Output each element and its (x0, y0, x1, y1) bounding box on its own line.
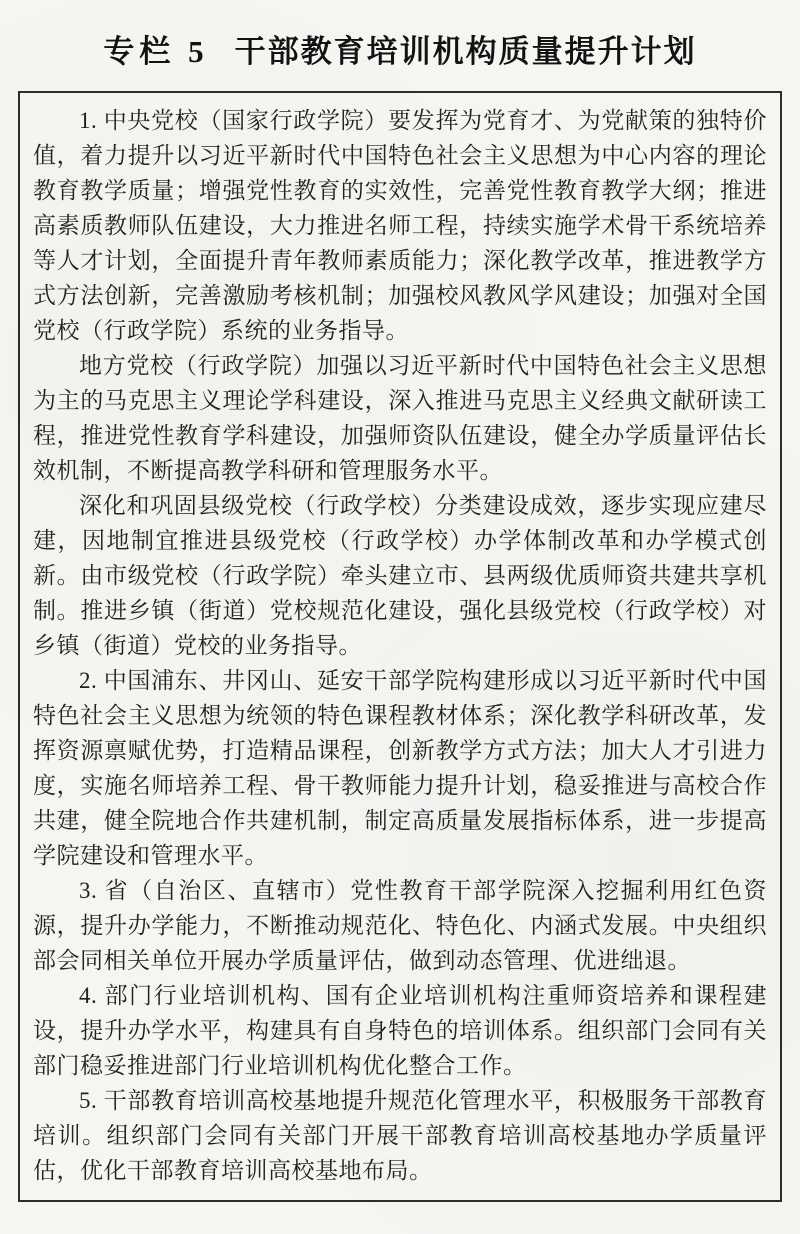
paragraph-item-1: 1. 中央党校（国家行政学院）要发挥为党育才、为党献策的独特价值，着力提升以习近平新时代中国特色社会主义思想为中心内容的理论教育教学质量；增强党性教育的实效性，完善党性教育教学大纲；推进高素质教师队伍建设，大力推进名师工程，持续实施学术骨干系统培养等人才计划，全面提升青年教师素质能力；深化教学改革，推进教学方式方法创新，完善激励考核机制；加强校风教风学风建设；加强对全国党校（行政学院）系统的业务指导。 (33, 108, 767, 343)
paragraph-item-5: 5. 干部教育培训高校基地提升规范化管理水平，积极服务干部教育培训。组织部门会同有关部门开展干部教育培训高校基地办学质量评估，优化干部教育培训高校基地布局。 (33, 1088, 767, 1183)
paragraph-item-3: 3. 省（自治区、直辖市）党性教育干部学院深入挖掘利用红色资源，提升办学能力，不断推动规范化、特色化、内涵式发展。中央组织部会同相关单位开展办学质量评估，做到动态管理、优进绌退。 (33, 878, 767, 973)
page-title (0, 26, 800, 71)
paragraph-local-schools: 地方党校（行政学院）加强以习近平新时代中国特色社会主义思想为主的马克思主义理论学科建设，深入推进马克思主义经典文献研读工程，推进党性教育学科建设，加强师资队伍建设，健全办学质量评估长效机制，不断提高教学科研和管理服务水平。 (33, 353, 767, 483)
paragraph-item-2: 2. 中国浦东、井冈山、延安干部学院构建形成以习近平新时代中国特色社会主义思想为统领的特色课程教材体系；深化教学科研改革，发挥资源禀赋优势，打造精品课程，创新教学方式方法；加大人才引进力度，实施名师培养工程、骨干教师能力提升计划，稳妥推进与高校合作共建，健全院地合作共建机制，制定高质量发展指标体系，进一步提高学院建设和管理水平。 (33, 668, 767, 868)
column-label: 专栏 5 (103, 34, 209, 69)
column-title: 干部教育培训机构质量提升计划 (234, 34, 697, 69)
paragraph-county-schools: 深化和巩固县级党校（行政学校）分类建设成效，逐步实现应建尽建，因地制宜推进县级党校（行政学校）办学体制改革和办学模式创新。由市级党校（行政学院）牵头建立市、县两级优质师资共建共享机制。推进乡镇（街道）党校规范化建设，强化县级党校（行政学校）对乡镇（街道）党校的业务指导。 (33, 493, 767, 658)
content-box (18, 91, 782, 1202)
paragraph-item-4: 4. 部门行业培训机构、国有企业培训机构注重师资培养和课程建设，提升办学水平，构建具有自身特色的培训体系。组织部门会同有关部门稳妥推进部门行业培训机构优化整合工作。 (33, 983, 767, 1078)
